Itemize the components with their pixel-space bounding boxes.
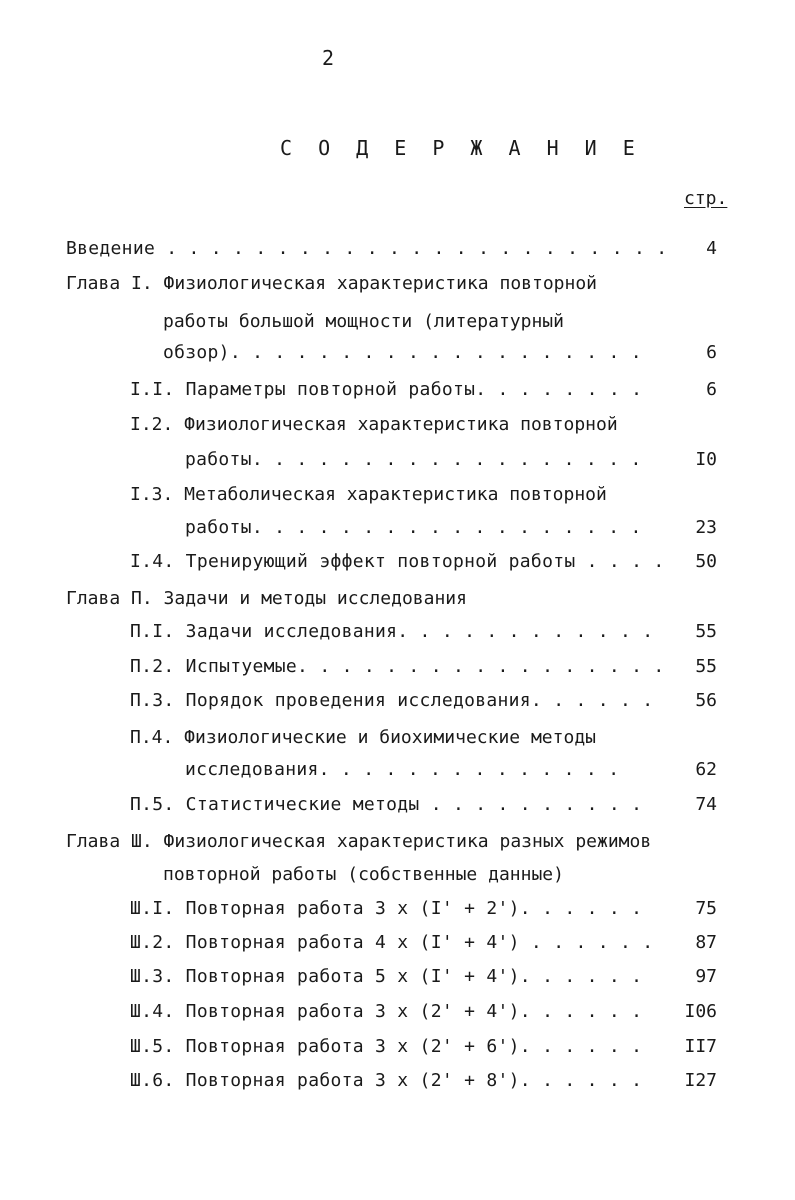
toc-entry: П.4. Физиологические и биохимические методы	[130, 727, 596, 748]
toc-page: 97	[695, 966, 717, 987]
toc-page: 23	[695, 517, 717, 538]
toc-entry: Ш.I. Повторная работа 3 х (I' + 2'). . . . . .	[130, 898, 643, 919]
toc-entry: Ш.2. Повторная работа 4 х (I' + 4') . . . . . .	[130, 932, 654, 953]
toc-entry: Глава I. Физиологическая характеристика повторной	[66, 273, 598, 294]
toc-entry: повторной работы (собственные данные)	[163, 864, 564, 885]
toc-page: 6	[706, 379, 717, 400]
contents-title: С О Д Е Р Ж А Н И Е	[280, 136, 642, 160]
toc-page: 50	[695, 551, 717, 572]
toc-entry: работы. . . . . . . . . . . . . . . . . .	[185, 517, 642, 538]
toc-entry: работы. . . . . . . . . . . . . . . . . .	[185, 449, 642, 470]
toc-page: 74	[695, 794, 717, 815]
toc-entry: Ш.6. Повторная работа 3 х (2' + 8'). . . . . .	[130, 1070, 643, 1091]
toc-entry: Ш.3. Повторная работа 5 х (I' + 4'). . . . . .	[130, 966, 643, 987]
toc-entry: Ш.5. Повторная работа 3 х (2' + 6'). . . . . .	[130, 1036, 643, 1057]
toc-entry: П.3. Порядок проведения исследования. . . . . .	[130, 690, 654, 711]
toc-entry: I.I. Параметры повторной работы. . . . . . . .	[130, 379, 643, 400]
toc-page: 55	[695, 621, 717, 642]
toc-page: I0	[695, 449, 717, 470]
toc-page: I06	[684, 1001, 717, 1022]
toc-entry: П.5. Статистические методы . . . . . . . . . .	[130, 794, 643, 815]
toc-entry: работы большой мощности (литературный	[163, 311, 564, 332]
toc-page: 6	[706, 342, 717, 363]
toc-page: 4	[706, 238, 717, 259]
toc-page: 87	[695, 932, 717, 953]
toc-entry: Ш.4. Повторная работа 3 х (2' + 4'). . . . . .	[130, 1001, 643, 1022]
toc-page: II7	[684, 1036, 717, 1057]
toc-page: 56	[695, 690, 717, 711]
page-number: 2	[322, 46, 335, 70]
page-column-label: стр.	[684, 188, 728, 209]
toc-entry: П.I. Задачи исследования. . . . . . . . . . . .	[130, 621, 654, 642]
toc-entry: обзор). . . . . . . . . . . . . . . . . . .	[163, 342, 642, 363]
toc-entry: Введение . . . . . . . . . . . . . . . . . . . . . . .	[66, 238, 668, 259]
toc-entry: I.2. Физиологическая характеристика повторной	[130, 414, 618, 435]
toc-page: 75	[695, 898, 717, 919]
toc-entry: исследования. . . . . . . . . . . . . .	[185, 759, 620, 780]
toc-entry: I.3. Метаболическая характеристика повторной	[130, 484, 607, 505]
toc-page: 55	[695, 656, 717, 677]
toc-page: I27	[684, 1070, 717, 1091]
toc-entry: Глава П. Задачи и методы исследования	[66, 588, 467, 609]
toc-entry: I.4. Тренирующий эффект повторной работы . . . .	[130, 551, 665, 572]
toc-page: 62	[695, 759, 717, 780]
toc-entry: Глава Ш. Физиологическая характеристика разных режимов	[66, 831, 652, 852]
toc-entry: П.2. Испытуемые. . . . . . . . . . . . . . . . .	[130, 656, 665, 677]
